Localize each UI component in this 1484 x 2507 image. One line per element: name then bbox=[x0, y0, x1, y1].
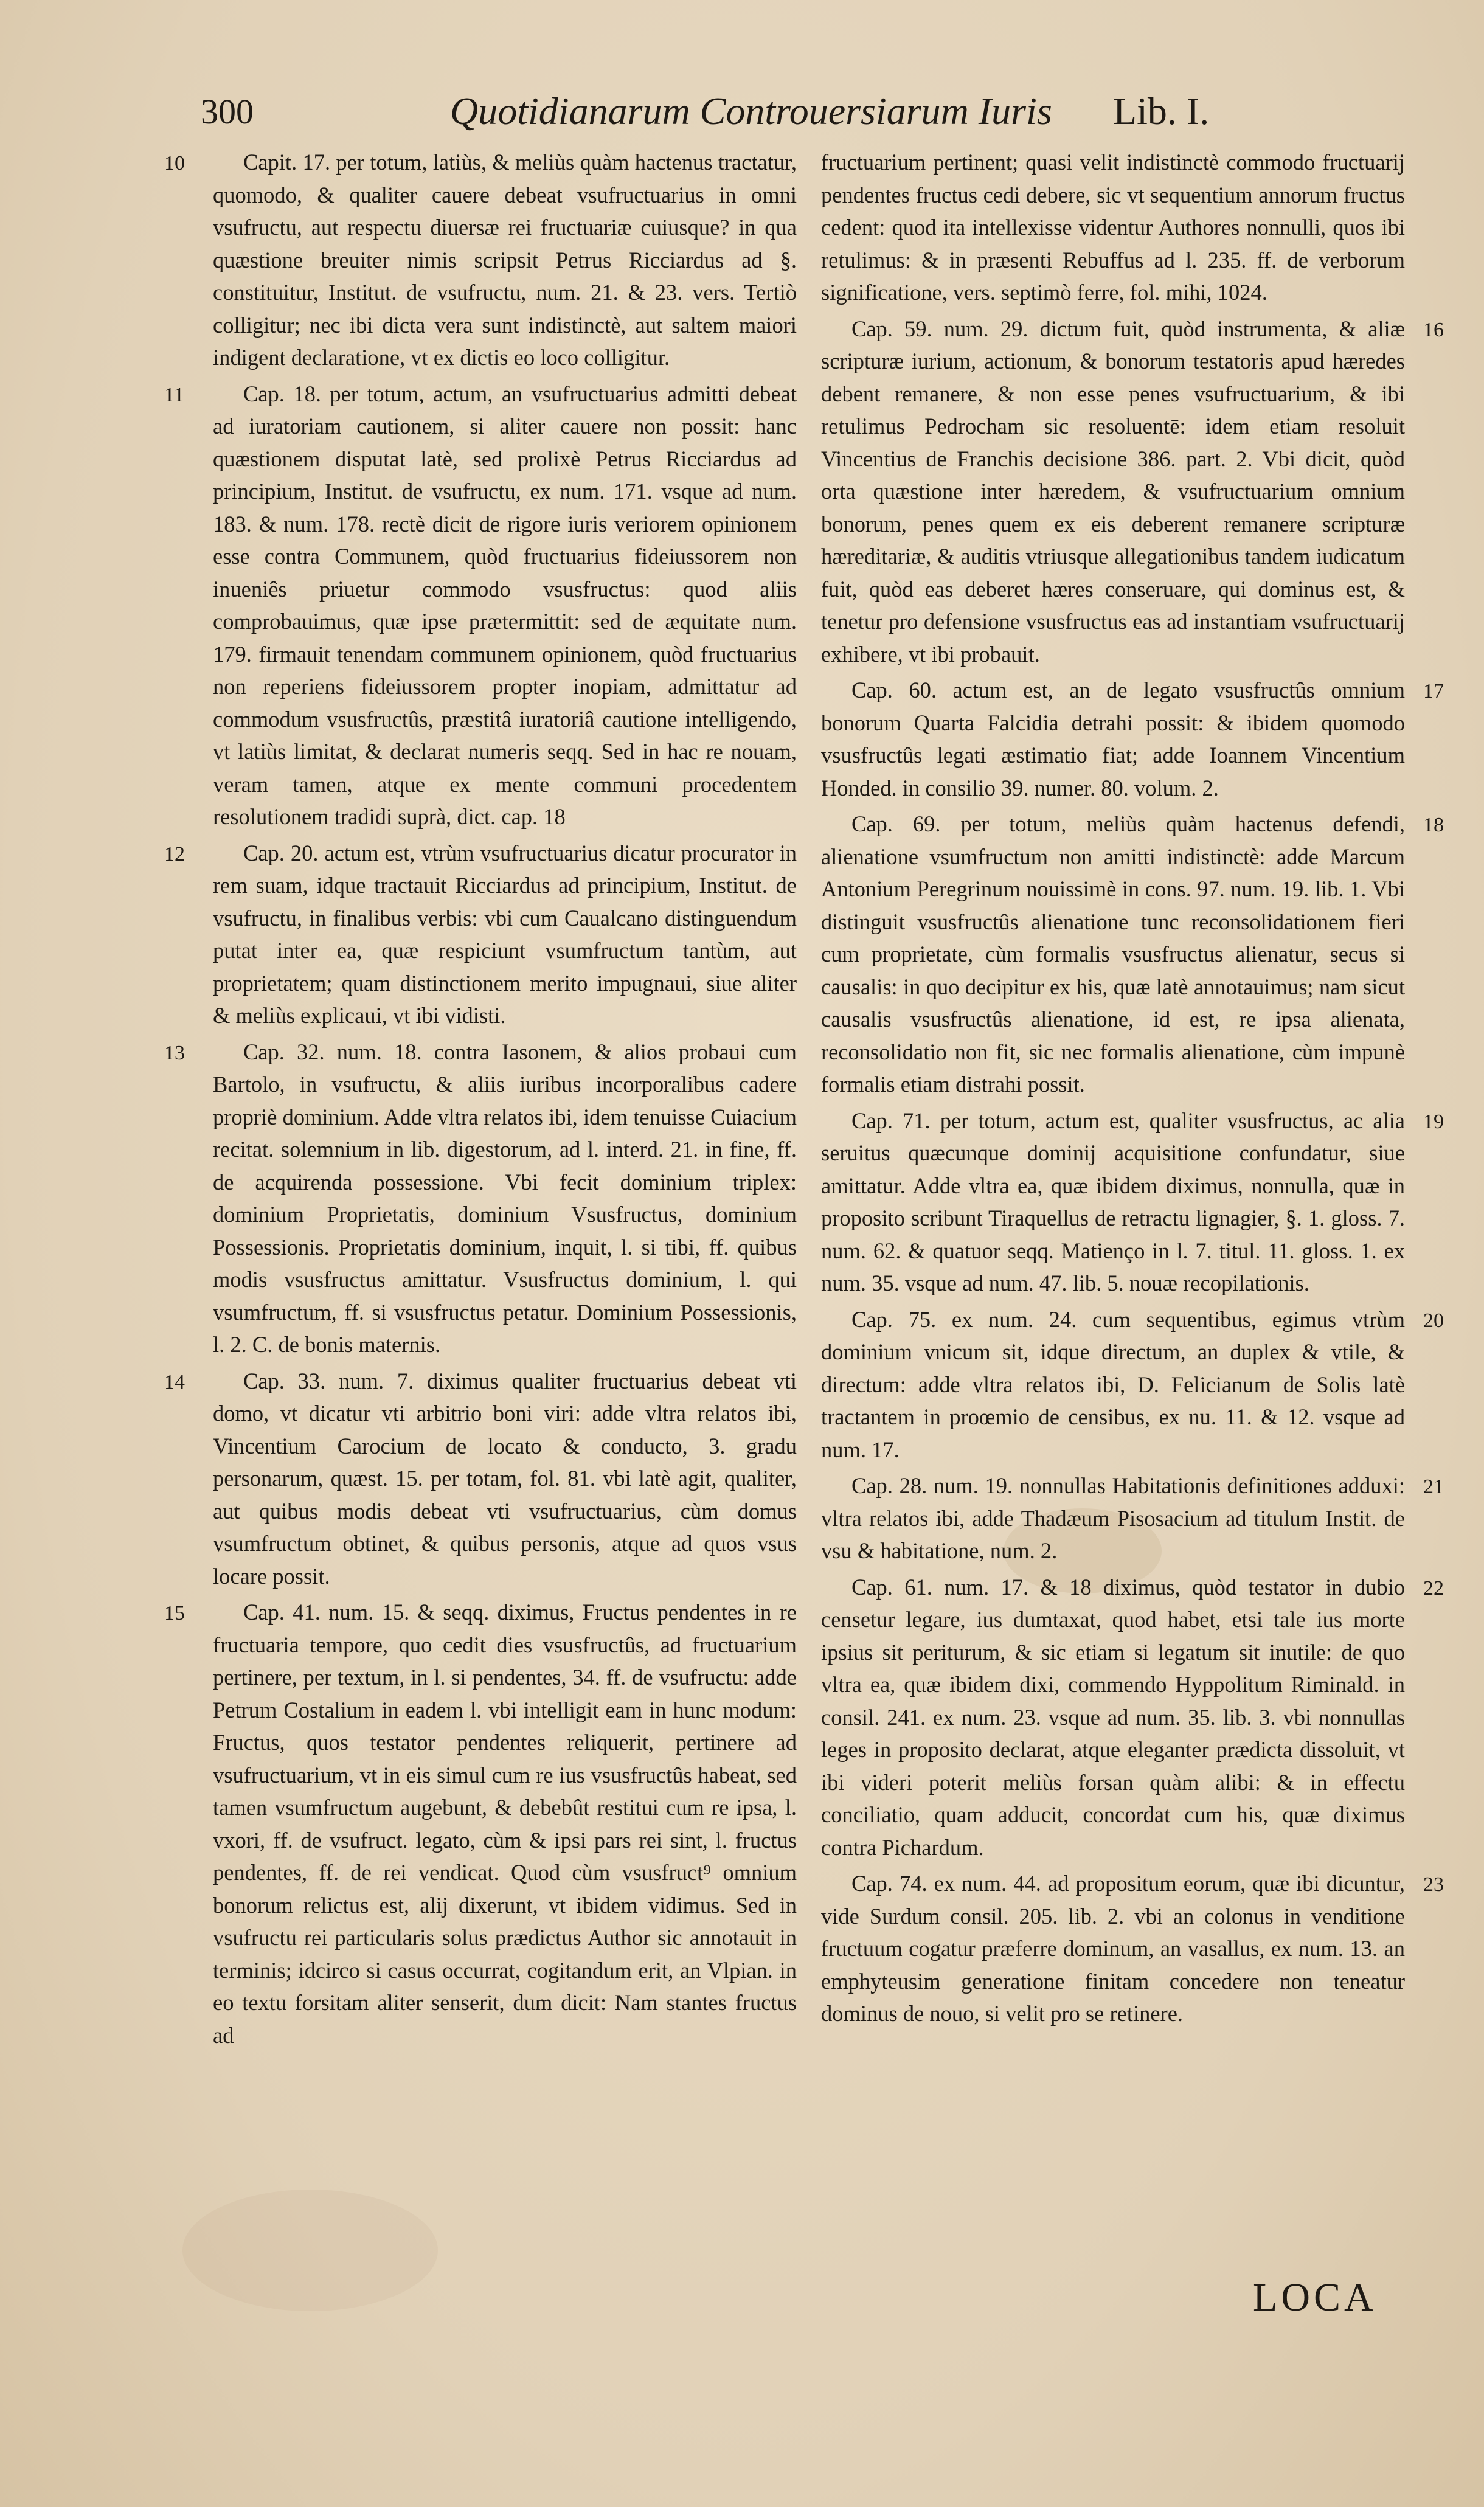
page-header bbox=[201, 91, 1235, 140]
entry-text: Cap. 59. num. 29. dictum fuit, quòd instrumenta, & aliæ scripturæ iurium, actionum, & bonorum testatoris apud hæredes debent remanere, & non esse penes vsufructuarium, & ibi retulimus Pedrocham sic resoluentē: idem etiam resoluit Vincentius de Franchis decisione 386. part. 2. Vbi dicit, quòd orta quæstione inter hæredem, & vsufructuarium omnium bonorum, penes quem ex eis deberent remanere scripturæ hæreditariæ, & auditis vtriusque allegationibus tandem iudicatum fuit, quòd eas deberet hæres conseruare, qui dominus est, & tenetur pro defensione vsusfructus eas ad instantiam vsufructuarij exhibere, vt ibi probauit. bbox=[821, 316, 1405, 667]
entry bbox=[821, 1469, 1444, 1567]
margin-number: 17 bbox=[1423, 680, 1444, 702]
book-label: Lib. I. bbox=[1113, 89, 1210, 133]
margin-number: 18 bbox=[1423, 814, 1444, 836]
right-column bbox=[821, 146, 1444, 2034]
paper-stain bbox=[182, 2190, 438, 2311]
margin-number: 21 bbox=[1423, 1475, 1444, 1498]
margin-number: 23 bbox=[1423, 1873, 1444, 1896]
entry-text: Cap. 33. num. 7. diximus qualiter fructuarius debeat vti domo, vt dicatur vti arbitrio boni viri: adde vltra relatos ibi, Vincentium Carocium de locato & conducto, 3. gradu personarum, quæst. 15. per totam, fol. 81. vbi latè agit, qualiter, aut quibus modis debeat vti vsufructuarius, cùm domus vsumfructum obtinet, & quibus personis, atque ad quos vsus locare possit. bbox=[213, 1368, 797, 1589]
entry-text: Cap. 71. per totum, actum est, qualiter vsusfructus, ac alia seruitus quæcunque dominij acquisitione confundatur, siue amittatur. Adde vltra ea, quæ ibidem diximus, nonnulla, quæ in proposito scribunt Tiraquellus de retractu lignagier, §. 1. gloss. 7. num. 62. & quatuor seqq. Matienço in l. 7. titul. 11. gloss. 1. ex num. 35. vsque ad num. 47. lib. 5. nouæ recopilationis. bbox=[821, 1108, 1405, 1295]
entry bbox=[821, 1571, 1444, 1864]
entry-text: Cap. 41. num. 15. & seqq. diximus, Fructus pendentes in re fructuaria tempore, quo cedit dies vsusfructûs, ad fructuarium pertinere, per textum, in l. si pendentes, 34. ff. de vsufructu: adde Petrum Costalium in eadem l. vbi intelligit eam in hunc modum: Fructus, quos testator pendentes reliquerit, pertinere ad vsufructuarium, vt in eis simul cum re ius vsusfructûs habeat, sed tamen vsumfructum augebunt, & debebût restitui cum re ipsa, l. vxori, ff. de vsufruct. legato, cùm & ipsi pars rei sint, l. fructus pendentes, ff. de rei vendicat. Quod cùm vsusfruct⁹ omnium bonorum relictus est, alij dixerunt, vt ibidem vidimus. Sed in vsufructu rei particularis solus prædictus Author sic annotauit in terminis; idcirco si casus occurrat, cogitandum erit, an Vlpian. in eo textu forsitam aliter senserit, dum dicit: Nam stantes fructus ad bbox=[213, 1600, 797, 2048]
entry bbox=[164, 146, 797, 374]
entry-text: Cap. 75. ex num. 24. cum sequentibus, egimus vtrùm dominium vnicum sit, idque directum, an duplex & vtile, & directum: adde vltra relatos ibi, D. Felicianum de Solis latè tractantem in proœmio de censibus, ex nu. 11. & 12. vsque ad num. 17. bbox=[821, 1306, 1405, 1462]
entry-text: Cap. 18. per totum, actum, an vsufructuarius admitti debeat ad iuratoriam cautionem, si aliter cauere non possit: hanc quæstionem disputat latè, sed prolixè Petrus Ricciardus ad principium, Institut. de vsufructu, ex num. 171. vsque ad num. 183. & num. 178. rectè dicit de rigore iuris veriorem opinionem esse contra Communem, quòd fructuarius fideiussorem non inueniês priuetur commodo vsusfructus: quod aliis comprobauimus, quæ ipse prætermittit: sed de æquitate num. 179. firmauit tenendam communem opinionem, quòd fructuarius non reperiens fideiussorem propter inopiam, admittatur ad commodum vsusfructûs, præstitâ iuratoriâ cautione intelligendo, vt latiùs limitat, & declarat numeris seqq. Sed in hac re nouam, veram tamen, atque ex mente communi procedentem resolutionem tradidi suprà, dict. cap. 18 bbox=[213, 381, 797, 829]
margin-number: 22 bbox=[1423, 1576, 1444, 1600]
margin-number: 15 bbox=[164, 1602, 185, 1625]
entry bbox=[821, 1303, 1444, 1466]
entry bbox=[821, 808, 1444, 1101]
entry bbox=[821, 1104, 1444, 1300]
entry-text: Cap. 74. ex num. 44. ad propositum eorum, quæ ibi dicuntur, vide Surdum consil. 205. lib. 2. vbi an colonus in venditione fructuum cogatur præferre dominum, an vasallus, ex num. 13. an emphyteusim generatione finitam concedere non teneatur dominus de nouo, si velit pro se retinere. bbox=[821, 1871, 1405, 2026]
entry-text: fructuarium pertinent; quasi velit indistinctè commodo fructuarij pendentes fructus cedi debere, sic vt sequentium annorum fructus cedent: quod ita intellexisse videntur Authores nonnulli, quos ibi retulimus: & in præsenti Rebuffus ad l. 235. ff. de verborum significatione, vers. septimò ferre, fol. mihi, 1024. bbox=[821, 150, 1405, 305]
margin-number: 13 bbox=[164, 1041, 185, 1064]
margin-number: 11 bbox=[164, 383, 184, 406]
entry bbox=[164, 1036, 797, 1361]
entry bbox=[164, 378, 797, 833]
entry bbox=[821, 1867, 1444, 2030]
entry bbox=[164, 1365, 797, 1593]
margin-number: 12 bbox=[164, 842, 185, 865]
entry-text: Cap. 20. actum est, vtrùm vsufructuarius dicatur procurator in rem suam, idque tractauit Ricciardus ad principium, Institut. de vsufructu, in finalibus verbis: vbi cum Caualcano distinguendum putat inter ea, quæ respiciunt vsumfructum tantùm, aut proprietatem; quam distinctionem merito impugnaui, siue aliter & meliùs explicaui, vt ibi vidisti. bbox=[213, 840, 797, 1028]
catchword: LOCA bbox=[1253, 2275, 1377, 2320]
entry bbox=[821, 146, 1405, 309]
margin-number: 16 bbox=[1423, 318, 1444, 341]
entry-text: Cap. 28. num. 19. nonnullas Habitationis definitiones adduxi: vltra relatos ibi, adde Thadæum Pisosacium ad titulum Instit. de vsu & habitatione, num. 2. bbox=[821, 1473, 1405, 1563]
margin-number: 10 bbox=[164, 152, 185, 175]
entry-text: Cap. 32. num. 18. contra Iasonem, & alios probaui cum Bartolo, in vsufructu, & aliis iuribus incorporalibus cadere propriè dominium. Adde vltra relatos ibi, idem tenuisse Cuiacium recitat. solemnium in lib. digestorum, ad l. interd. 21. in fine, ff. de acquirenda possessione. Vbi fecit dominium triplex: dominium Proprietatis, dominium Vsusfructus, dominium Possessionis. Proprietatis dominium, inquit, l. si tibi, ff. quibus modis vsusfructus amittatur. Vsusfructus dominium, l. qui vsumfructum, ff. si vsusfructus petatur. Dominium Possessionis, l. 2. C. de bonis maternis. bbox=[213, 1039, 797, 1357]
margin-number: 20 bbox=[1423, 1309, 1444, 1332]
running-title: Quotidianarum Controuersiarum Iuris bbox=[450, 89, 1052, 133]
entry-text: Cap. 60. actum est, an de legato vsusfructûs omnium bonorum Quarta Falcidia detrahi possit: & ibidem quomodo vsusfructûs legati æstimatio fiat; adde Ioannem Vincentium Honded. in consilio 39. numer. 80. volum. 2. bbox=[821, 678, 1405, 800]
left-column bbox=[164, 146, 797, 2055]
entry bbox=[164, 1596, 797, 2051]
entry-text: Cap. 69. per totum, meliùs quàm hactenus defendi, alienatione vsumfructum non amitti indistinctè: adde Marcum Antonium Peregrinum nouissimè in cons. 97. num. 19. lib. 1. Vbi distinguit vsusfructûs alienatione tunc reconsolidationem fieri cum proprietate, cùm formalis vsusfructus alienatur, secus si causalis: in quo decipitur ex his, quæ latè annotauimus; nam sicut causalis vsusfructûs alienatione, id est, re ipsa alienata, reconsolidatio non fit, sic nec formalis alienatione, cùm impunè formalis etiam distrahi possit. bbox=[821, 811, 1405, 1097]
entry bbox=[821, 674, 1444, 804]
entry bbox=[164, 837, 797, 1032]
margin-number: 19 bbox=[1423, 1110, 1444, 1133]
entry-text: Capit. 17. per totum, latiùs, & meliùs quàm hactenus tractatur, quomodo, & qualiter cauere debeat vsufructuarius in omni vsufructu, aut respectu diuersæ rei fructuariæ cuiusque? in qua quæstione breuiter nimis scripsit Petrus Ricciardus ad §. constituitur, Institut. de vsufructu, num. 21. & 23. vers. Tertiò colligitur; nec ibi dicta vera sunt indistinctè, aut saltem maiori indigent declaratione, vt ex dictis eo loco colligitur. bbox=[213, 150, 797, 370]
entry bbox=[821, 313, 1444, 671]
entry-text: Cap. 61. num. 17. & 18 diximus, quòd testator in dubio censetur legare, ius dumtaxat, quod habet, etsi tale ius morte ipsius sit periturum, & sic etiam si legatum sit inutile: de quo vltra ea, quæ ibidem dixi, commendo Hyppolitum Riminald. in consil. 241. ex num. 23. vsque ad num. 35. lib. 3. vbi nonnullas leges in proposito declarat, atque eleganter prædicta dissoluit, vt ibi videri poterit meliùs forsan quàm alibi: & in effectu conciliatio, quam adducit, concordat cum his, quæ diximus contra Pichardum. bbox=[821, 1574, 1405, 1860]
margin-number: 14 bbox=[164, 1370, 185, 1393]
page-number: 300 bbox=[201, 92, 254, 131]
